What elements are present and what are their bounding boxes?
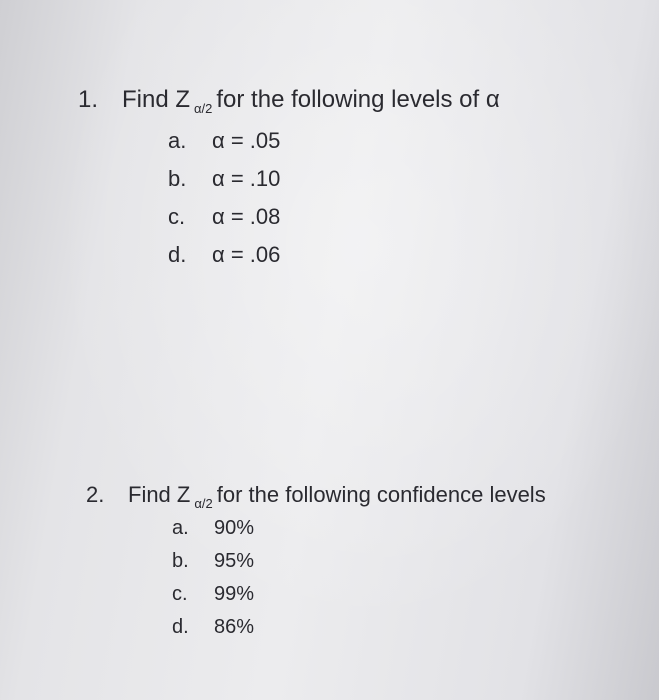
item-value: α = .05 xyxy=(212,128,281,153)
item-label: a. xyxy=(168,128,187,153)
question-2-items xyxy=(172,514,254,646)
question-1-subscript: α/2 xyxy=(194,101,213,116)
question-2-subscript: α/2 xyxy=(194,496,213,511)
question-1-item xyxy=(168,202,280,240)
item-value: α = .10 xyxy=(212,166,281,191)
question-2-item xyxy=(172,613,254,646)
question-1-item xyxy=(168,240,280,278)
item-label: b. xyxy=(172,550,189,572)
item-label: a. xyxy=(172,517,189,539)
question-1-stem-before: Find Z xyxy=(122,86,191,113)
item-value: α = .06 xyxy=(212,242,281,267)
item-label: c. xyxy=(168,204,186,229)
question-2-item xyxy=(172,580,254,613)
question-1-stem-after: for the following levels of α xyxy=(216,86,500,113)
item-value: 90% xyxy=(214,517,255,539)
question-1-item xyxy=(168,164,280,202)
question-2-number: 2. xyxy=(86,482,105,507)
question-2-stem-after: for the following confidence levels xyxy=(216,482,546,507)
question-1-number: 1. xyxy=(78,86,99,113)
item-value: 86% xyxy=(214,616,255,638)
item-label: d. xyxy=(172,616,189,638)
question-1-item xyxy=(168,126,280,164)
question-1-stem xyxy=(122,86,500,114)
question-2-stem xyxy=(128,482,546,511)
item-value: α = .08 xyxy=(212,204,281,229)
question-2-stem-before: Find Z xyxy=(128,482,191,507)
question-2-item xyxy=(172,547,254,580)
question-1-items xyxy=(168,126,280,278)
item-label: b. xyxy=(168,166,187,191)
item-label: c. xyxy=(172,583,188,605)
item-value: 99% xyxy=(214,583,255,605)
question-2-item xyxy=(172,514,254,547)
item-value: 95% xyxy=(214,550,255,572)
item-label: d. xyxy=(168,242,187,267)
